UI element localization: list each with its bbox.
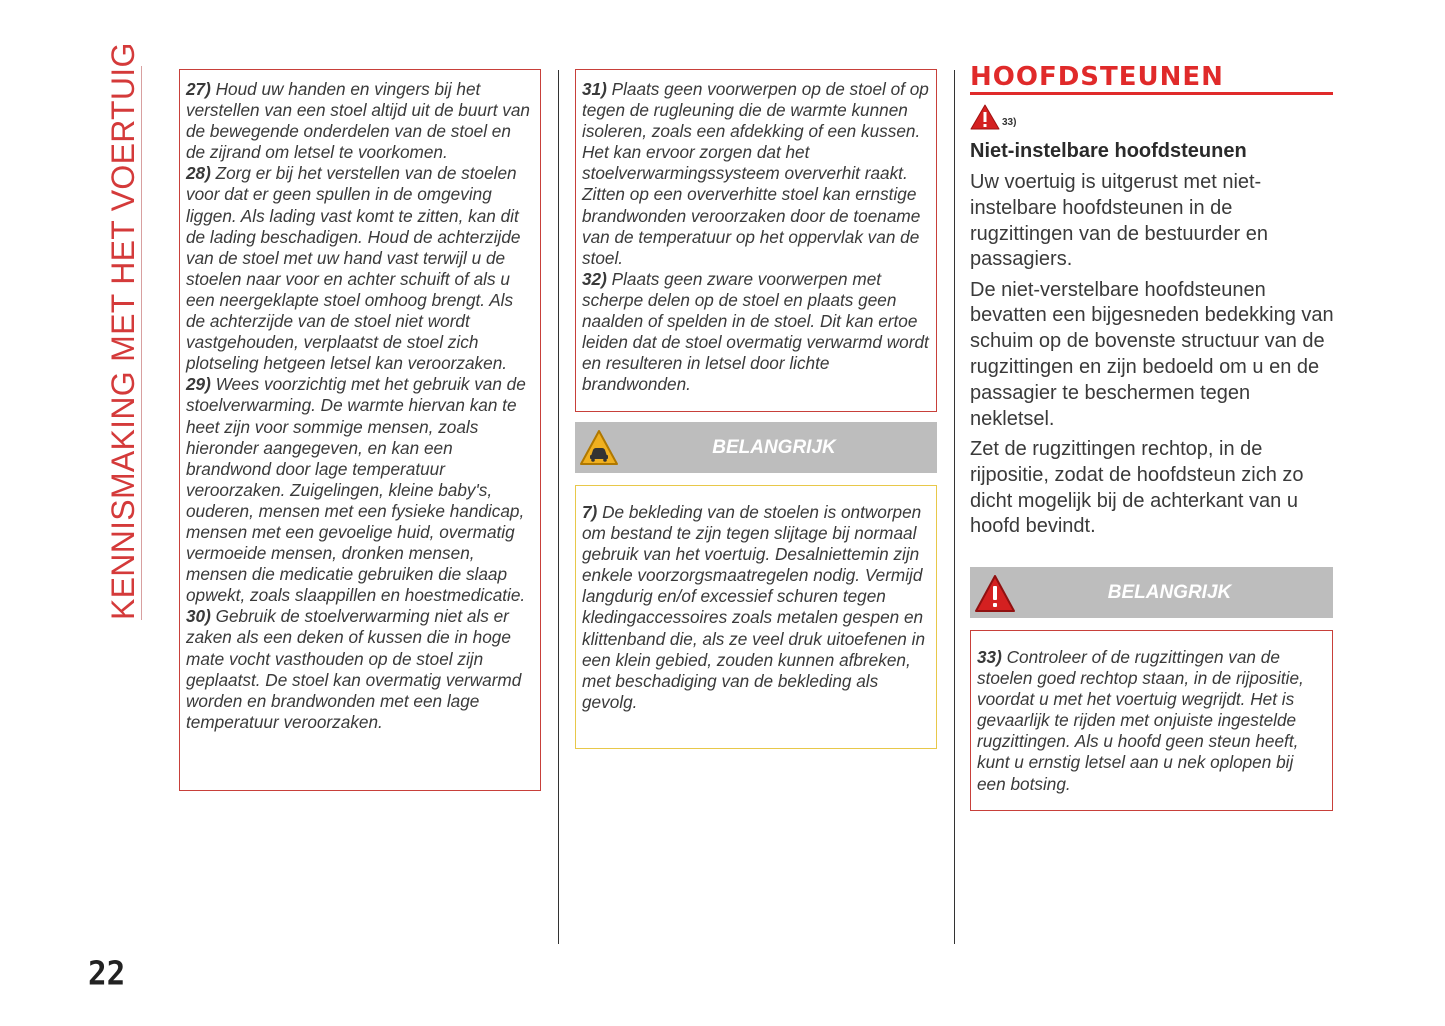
warning-triangle-icon: [970, 104, 1000, 130]
column-divider: [954, 70, 955, 944]
banner-label: BELANGRIJK: [712, 437, 836, 458]
body-text: [970, 170, 1340, 545]
warning-box: [575, 69, 937, 412]
warning-item: [186, 163, 534, 374]
warning-item: [186, 79, 534, 163]
paragraph: De niet-verstelbare hoofdsteunen bevatten een bijgesneden bedekking van schuim op de bovenste structuur van de rugzittingen en zijn bedoeld om u en de passagier te beschermen tegen nekletsel.: [970, 278, 1334, 430]
paragraph: Uw voertuig is uitgerust met niet-instelbare hoofdsteunen in de rugzittingen van de bestuurder en passagiers.: [970, 171, 1268, 271]
warning-number: 33): [977, 647, 1002, 667]
warning-text: Plaats geen zware voorwerpen met scherpe delen op de stoel en plaats geen naalden of spelden in de stoel. Dit kan ertoe leiden dat de stoel overmatig verwarmd wordt en resulteren in letsel door lichte brandwonden.: [582, 268, 929, 395]
note-text: De bekleding van de stoelen is ontworpen om bestand te zijn tegen slijtage bij normaal gebruik van het voertuig. Desalniettemin zijn enkele voorzorgsmaatregelen nodig. Vermijd langdurig en/of excessief schuren tegen kledingaccessoires zoals metalen gespen en klittenband die, als ze veel druk uitoefenen in een klein gebied, zouden kunnen afbreken, met beschadiging van de bekleding als gevolg.: [582, 502, 926, 712]
subheading: Niet-instelbare hoofdsteunen: [970, 140, 1247, 162]
warning-reference: [970, 104, 1017, 135]
warning-number: 29): [186, 374, 211, 395]
warning-item: [582, 79, 930, 269]
note-item: [582, 502, 930, 713]
page-number: 22: [88, 955, 126, 993]
warning-item: [977, 647, 1326, 795]
banner-label: BELANGRIJK: [1107, 582, 1232, 603]
warning-text: Houd uw handen en vingers bij het verstellen van een stoel altijd uit de buurt van de bewegende onderdelen van de stoel en de zijrand om letsel te voorkomen.: [186, 79, 530, 163]
important-banner: [970, 567, 1333, 618]
warning-box: [179, 69, 541, 791]
warning-text: Gebruik de stoelverwarming niet als er zaken als een deken of kussen die in hoge mate vocht vasthouden op de stoel zijn geplaatst. De stoel kan overmatig verwarmd worden en brandwonden met een lage temperatuur veroorzaken.: [186, 606, 522, 732]
chapter-divider: [141, 66, 142, 620]
chapter-title: KENNISMAKING MET HET VOERTUIG: [105, 42, 141, 620]
warning-box: [970, 630, 1333, 811]
warning-item: [186, 606, 534, 733]
important-banner: [575, 422, 937, 473]
warning-item: [186, 374, 534, 606]
warning-number: 31): [582, 79, 607, 99]
warning-ref-number: 33): [1002, 117, 1017, 128]
warning-text: Plaats geen voorwerpen op de stoel of op tegen de rugleuning die de warmte kunnen isoleren, zoals een afdekking of een kussen. Het kan ervoor zorgen dat het stoelverwarmingssysteem oververhit raakt. Zitten op een oververhitte stoel kan ernstige brandwonden veroorzaken door de toename van de temperatuur op het oppervlak van de stoel.: [582, 79, 929, 268]
warning-text: Controleer of de rugzittingen van de stoelen goed rechtop staan, in de rijpositie, voordat u met het voertuig wegrijdt. Het is gevaarlijk te rijden met onjuiste ingestelde rugzittingen. Als u hoofd geen steun heeft, kunt u ernstig letsel aan u nek oplopen bij een botsing.: [977, 647, 1304, 794]
warning-number: 28): [186, 163, 211, 184]
note-box: [575, 485, 937, 749]
warning-text: Zorg er bij het verstellen van de stoelen voor dat er geen spullen in de omgeving liggen. Als lading vast komt te zitten, kan dit de lading beschadigen. Houd de achterzijde van de stoel met uw hand vast terwijl u de stoelen naar voor en achter schuift of als u een neergeklapte stoel omhoog brengt. Als de achterzijde van de stoel niet wordt vastgehouden, verplaatst de stoel zich plotseling hetgeen letsel kan veroorzaken.: [186, 163, 521, 374]
column-divider: [558, 70, 559, 944]
section-heading: HOOFDSTEUNEN: [970, 62, 1333, 95]
warning-number: 32): [582, 268, 607, 289]
warning-number: 27): [186, 79, 211, 99]
warning-number: 30): [186, 606, 211, 627]
paragraph: Zet de rugzittingen rechtop, in de rijpositie, zodat de hoofdsteun zich zo dicht mogelijk bij de achterkant van u hoofd bevindt.: [970, 437, 1304, 538]
warning-text: Wees voorzichtig met het gebruik van de stoelverwarming. De warmte hiervan kan te heet zijn voor sommige mensen, zoals hieronder aangegeven, en kan een brandwond door lage temperatuur veroorzaken. Zuigelingen, kleine baby's, ouderen, mensen met een fysieke handicap, mensen met een gevoelige huid, overmatig vermoeide mensen, dronken mensen, mensen die medicatie gebruiken die slaap opwekt, zoals slaappillen en hoestmedicatie.: [186, 374, 526, 606]
note-number: 7): [582, 502, 598, 522]
warning-item: [582, 269, 930, 396]
